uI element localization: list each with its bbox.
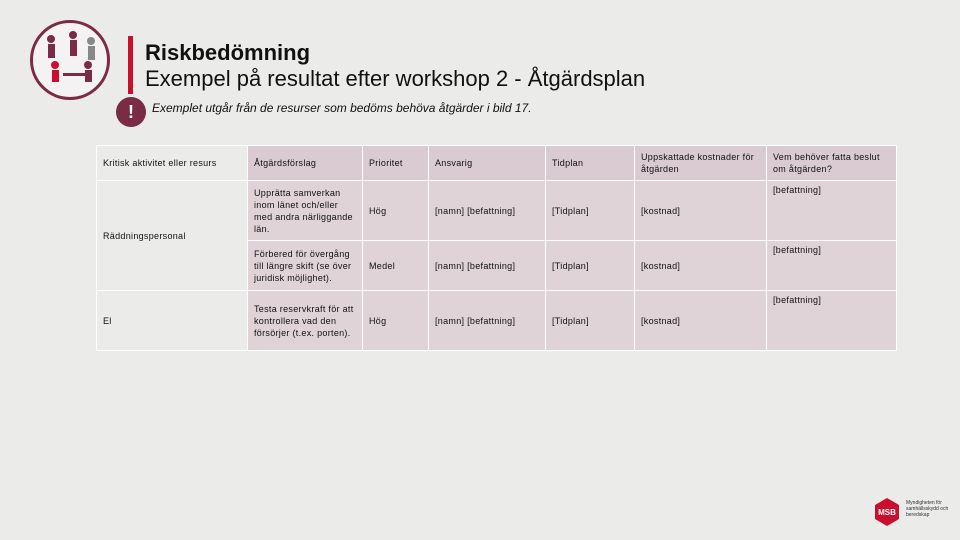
column-header: Prioritet: [363, 146, 429, 181]
action-cell: Testa reservkraft för att kontrollera vad den försörjer (t.ex. porten).: [248, 291, 363, 351]
responsible-cell: [namn] [befattning]: [429, 181, 546, 241]
table-row: [97, 181, 897, 241]
schedule-cell: [Tidplan]: [546, 181, 635, 241]
schedule-cell: [Tidplan]: [546, 291, 635, 351]
msb-logo-text: MSB: [878, 508, 896, 517]
column-header: Åtgärdsförslag: [248, 146, 363, 181]
column-header: Kritisk aktivitet eller resurs: [97, 146, 248, 181]
resource-cell: Räddningspersonal: [97, 181, 248, 291]
decision-cell: [befattning]: [767, 241, 897, 291]
exclamation-icon: [116, 97, 146, 127]
accent-bar: [128, 36, 133, 94]
resource-cell: El: [97, 291, 248, 351]
page-title: Riskbedömning: [145, 40, 311, 65]
column-header: Vem behöver fatta beslut om åtgärden?: [767, 146, 897, 181]
action-plan-table: [96, 145, 897, 351]
org-name: Myndigheten för samhällsskydd och beredskap: [906, 500, 949, 518]
cost-cell: [kostnad]: [635, 241, 767, 291]
cost-cell: [kostnad]: [635, 181, 767, 241]
action-cell: Förbered för övergång till längre skift (se över juridisk möjlighet).: [248, 241, 363, 291]
decision-cell: [befattning]: [767, 291, 897, 351]
responsible-cell: [namn] [befattning]: [429, 241, 546, 291]
alert-symbol: !: [128, 101, 134, 122]
action-cell: Upprätta samverkan inom länet och/eller med andra närliggande län.: [248, 181, 363, 241]
workshop-illustration: [30, 20, 110, 100]
msb-logo-icon: [872, 497, 902, 527]
table-header-row: [97, 146, 897, 181]
responsible-cell: [namn] [befattning]: [429, 291, 546, 351]
priority-cell: Medel: [363, 241, 429, 291]
priority-cell: Hög: [363, 181, 429, 241]
people-group-icon: [33, 23, 107, 97]
page-subtitle: Exempel på resultat efter workshop 2 - Åtgärdsplan: [145, 66, 646, 91]
priority-cell: Hög: [363, 291, 429, 351]
table-row: [97, 291, 897, 351]
schedule-cell: [Tidplan]: [546, 241, 635, 291]
cost-cell: [kostnad]: [635, 291, 767, 351]
column-header: Uppskattade kostnader för åtgärden: [635, 146, 767, 181]
column-header: Tidplan: [546, 146, 635, 181]
column-header: Ansvarig: [429, 146, 546, 181]
decision-cell: [befattning]: [767, 181, 897, 241]
info-note: Exemplet utgår från de resurser som bedöms behöva åtgärder i bild 17.: [152, 101, 532, 115]
